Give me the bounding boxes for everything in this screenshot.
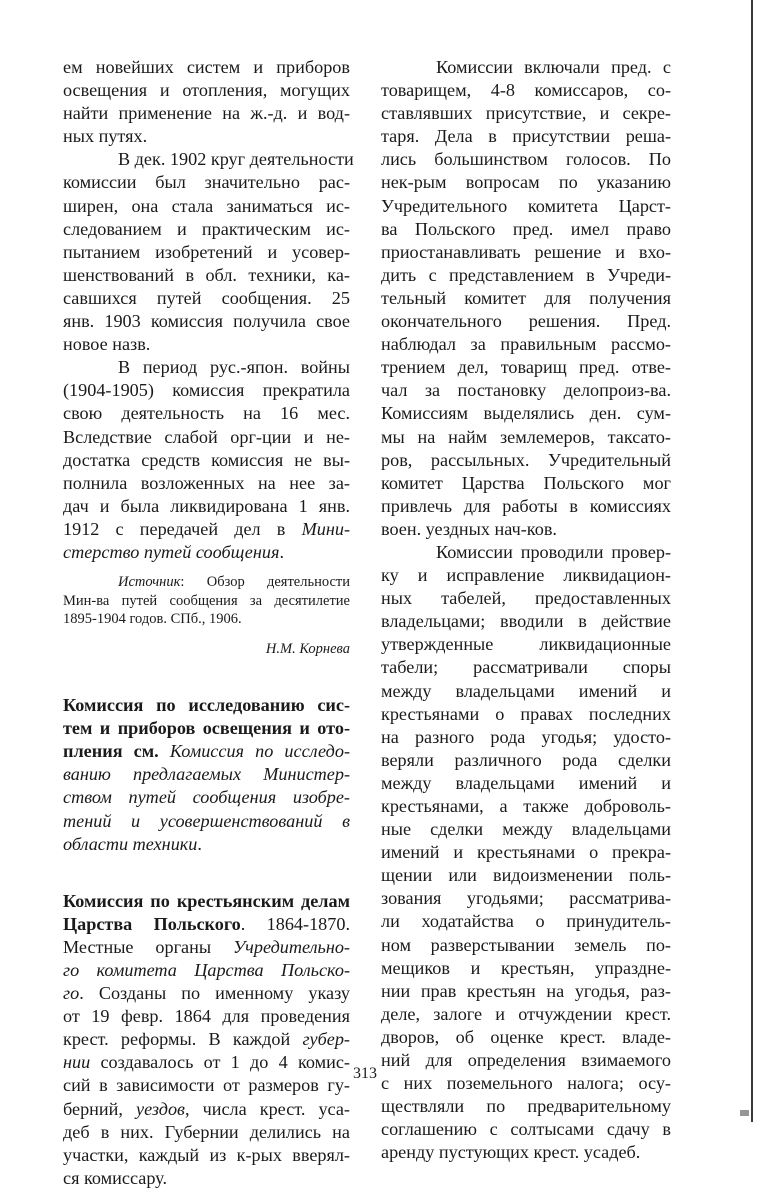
text-line: имений и крестьянами о прекра- bbox=[381, 842, 671, 863]
text-line: комиссии был значительно рас- bbox=[63, 172, 350, 193]
scan-artifact bbox=[740, 1110, 749, 1116]
text-line: соглашению с солтысами сдачу в bbox=[381, 1119, 671, 1140]
text-line: ва Польского пред. имел право bbox=[381, 218, 671, 239]
text-line bbox=[63, 936, 350, 959]
text-line: товарищем, 4-8 комиссаров, со- bbox=[381, 80, 671, 101]
text-line: владельцами; вводили в действие bbox=[381, 611, 671, 632]
text-line: между владельцами имений и bbox=[381, 772, 671, 793]
text-line: ществляли по предварительному bbox=[381, 1096, 671, 1117]
text-line: деле, залоге и отчуждении крест. bbox=[381, 1003, 671, 1024]
text-line bbox=[63, 1028, 350, 1051]
entry-heading: пления см. bbox=[63, 741, 159, 762]
text-run: : Обзор деятельности bbox=[180, 574, 350, 591]
paragraph bbox=[63, 356, 350, 564]
text-line: крестьянами, а также доброволь- bbox=[381, 796, 671, 816]
text-line: привлечь для работы в комиссиях bbox=[381, 495, 671, 516]
page-edge-line bbox=[751, 0, 753, 1122]
paragraph bbox=[63, 148, 354, 356]
text-line: таря. Дела в присутствии реша- bbox=[381, 126, 671, 147]
cross-reference-link[interactable]: ванию предлагаемых Министер- bbox=[63, 764, 350, 785]
text-run: Местные органы bbox=[63, 936, 233, 957]
text-line: Мин-ва путей сообщения за десятилетие bbox=[63, 592, 350, 609]
text-line: чал за постановку делопроиз-ва. bbox=[381, 380, 671, 401]
entry-dates: . 1864-1870. bbox=[240, 913, 350, 934]
text-line: савшихся путей сообщения. 25 bbox=[63, 287, 350, 308]
text-line: освещения и отопления, могущих bbox=[63, 80, 350, 101]
text-line: полнила возложенных на нее за- bbox=[63, 472, 350, 493]
left-column bbox=[63, 56, 354, 1190]
text-line: утвержденные ликвидационные bbox=[381, 634, 671, 655]
cross-reference-link[interactable]: тений и усовершенствований в bbox=[63, 810, 350, 831]
entry-heading: Комиссия по крестьянским делам bbox=[63, 890, 350, 911]
text-run: создавалось от 1 до 4 комис- bbox=[90, 1052, 350, 1073]
text-line: В период рус.-япон. войны bbox=[118, 357, 350, 378]
text-line: ные сделки между владельцами bbox=[381, 819, 671, 840]
text-line: щении или видоизменении поль- bbox=[381, 865, 671, 886]
cross-reference-link[interactable]: го bbox=[63, 983, 80, 1004]
text-line: следованием и практическим ис- bbox=[63, 218, 350, 239]
text-line: ных табелей, предоставленных bbox=[381, 588, 671, 609]
cross-reference-link[interactable]: Комиссия по исследо- bbox=[169, 741, 351, 762]
text-line: дить с представлением в Учреди- bbox=[381, 264, 671, 285]
text-run: . Созданы по именному указу bbox=[79, 983, 350, 1004]
cross-reference-link[interactable]: Учредительно- bbox=[232, 936, 350, 957]
text-line bbox=[63, 913, 350, 936]
text-line: янв. 1903 комиссия получила свое bbox=[63, 311, 350, 332]
text-line: дач и была ликвидирована 1 янв. bbox=[63, 495, 350, 516]
text-line: аренду пустующих крест. усадеб. bbox=[381, 1142, 641, 1163]
text-line: ставлявших присутствие, и секре- bbox=[381, 103, 671, 124]
text-line: на разного рода угодья; удосто- bbox=[381, 726, 671, 747]
text-line: веряли различного рода сделки bbox=[381, 749, 671, 770]
text-line: В дек. 1902 круг деятельности bbox=[118, 149, 354, 170]
text-line bbox=[63, 573, 350, 592]
text-line: ли ходатайства о принудитель- bbox=[381, 911, 671, 932]
text-line: нек-рым вопросам по указанию bbox=[381, 172, 671, 193]
text-line: сий в зависимости от размеров гу- bbox=[63, 1075, 350, 1096]
entry-heading: Царства Польского bbox=[63, 913, 241, 934]
entry-see-reference bbox=[63, 694, 350, 856]
text-line: мы на найм землемеров, таксато- bbox=[381, 426, 671, 447]
text-run: . bbox=[279, 541, 284, 562]
text-line bbox=[63, 518, 350, 541]
text-line: от 19 февр. 1864 для проведения bbox=[63, 1006, 350, 1027]
text-line bbox=[63, 982, 350, 1005]
text-line: ся комиссару. bbox=[63, 1167, 167, 1188]
text-line: зования угодьями; рассматрива- bbox=[381, 888, 671, 909]
text-line bbox=[63, 740, 350, 763]
text-line: Учредительного комитета Царст- bbox=[381, 195, 671, 216]
cross-reference-link[interactable]: области техники bbox=[63, 833, 198, 854]
text-run: берний, bbox=[63, 1098, 136, 1119]
text-line: достатка средств комиссия не вы- bbox=[63, 449, 350, 470]
cross-reference-link[interactable]: ством путей сообщения изобре- bbox=[63, 787, 350, 808]
text-line: тельный комитет для получения bbox=[381, 287, 671, 308]
text-line: мещиков и крестьян, упраздне- bbox=[381, 957, 671, 978]
text-line: Комиссии проводили провер- bbox=[436, 541, 671, 562]
text-line: с них поземельного налога; осу- bbox=[381, 1073, 671, 1094]
text-line: найти применение на ж.-д. и вод- bbox=[63, 103, 350, 124]
entry-heading: тем и приборов освещения и ото- bbox=[63, 718, 350, 739]
text-run: крест. реформы. В каждой bbox=[63, 1029, 303, 1050]
cross-reference-link[interactable]: губер- bbox=[302, 1029, 350, 1050]
text-line: трением дел, товарищ пред. отве- bbox=[381, 357, 671, 378]
text-line bbox=[63, 1051, 350, 1074]
text-line: ем новейших систем и приборов bbox=[63, 57, 350, 77]
text-line: Вследствие слабой орг-ции и не- bbox=[63, 426, 350, 447]
text-line: между владельцами имений и bbox=[381, 680, 671, 701]
text-line: табели; рассматривали споры bbox=[381, 657, 671, 678]
cross-reference-link[interactable]: стерство путей сообщения bbox=[63, 541, 280, 562]
entry-article bbox=[63, 890, 350, 1190]
cross-reference-link[interactable]: го комитета Царства Польско- bbox=[63, 960, 350, 980]
cross-reference-link[interactable]: нии bbox=[63, 1052, 91, 1073]
text-line: ний для определения взимаемого bbox=[381, 1050, 671, 1071]
text-line: Комиссиям выделялись ден. сум- bbox=[381, 403, 671, 424]
source-label: Источник bbox=[118, 574, 181, 591]
text-line: пытанием изобретений и усовер- bbox=[63, 241, 350, 262]
page-number: 313 bbox=[353, 1065, 377, 1082]
text-line: Комиссии включали пред. с bbox=[436, 57, 671, 77]
text-line: (1904-1905) комиссия прекратила bbox=[63, 380, 350, 401]
paragraph bbox=[381, 541, 671, 1165]
text-line: участки, каждый из к-рых вверял- bbox=[63, 1144, 350, 1165]
text-line: ров, рассыльных. Учредительный bbox=[381, 449, 671, 470]
source-note bbox=[63, 573, 350, 629]
paragraph bbox=[63, 56, 350, 148]
text-line: ных путях. bbox=[63, 126, 148, 147]
text-line: окончательного решения. Пред. bbox=[381, 311, 671, 332]
cross-reference-link[interactable]: уездов bbox=[136, 1098, 185, 1119]
entry-heading: Комиссия по исследованию сис- bbox=[63, 695, 350, 716]
right-column bbox=[381, 56, 671, 1165]
text-line: деб в них. Губернии делились на bbox=[63, 1121, 350, 1142]
text-line: ном разверстывании земель по- bbox=[381, 934, 671, 955]
text-line: комитет Царства Польского мог bbox=[381, 472, 671, 493]
text-line: лись большинством голосов. По bbox=[381, 149, 671, 170]
text-line: ку и исправление ликвидацион- bbox=[381, 565, 671, 586]
author-signature: Н.М. Корнева bbox=[265, 640, 350, 657]
text-line: приостанавливать решение и вхо- bbox=[381, 241, 671, 262]
text-line: крестьянами о правах последних bbox=[381, 703, 671, 724]
text-line: ширен, она стала заниматься ис- bbox=[63, 195, 350, 216]
text-line: 1895-1904 годов. СПб., 1906. bbox=[63, 611, 242, 628]
text-line: дворов, об оценке крест. владе- bbox=[381, 1026, 671, 1047]
text-run: . bbox=[197, 833, 202, 854]
text-line: наблюдал за правильным рассмо- bbox=[381, 334, 671, 355]
text-line: воен. уездных нач-ков. bbox=[381, 518, 557, 539]
text-run: , числа крест. уса- bbox=[184, 1098, 350, 1119]
cross-reference-link[interactable]: Мини- bbox=[301, 518, 350, 539]
text-line: нии прав крестьян на угодья, раз- bbox=[381, 980, 671, 1001]
paragraph bbox=[381, 56, 671, 541]
text-line: новое назв. bbox=[63, 334, 151, 355]
text-line bbox=[63, 833, 350, 856]
text-run: 1912 с передачей дел в bbox=[63, 518, 286, 539]
text-line: шенствований в обл. техники, ка- bbox=[63, 264, 350, 285]
text-line: свою деятельность на 16 мес. bbox=[63, 403, 350, 424]
text-line bbox=[63, 1098, 350, 1121]
text-line bbox=[63, 541, 350, 564]
